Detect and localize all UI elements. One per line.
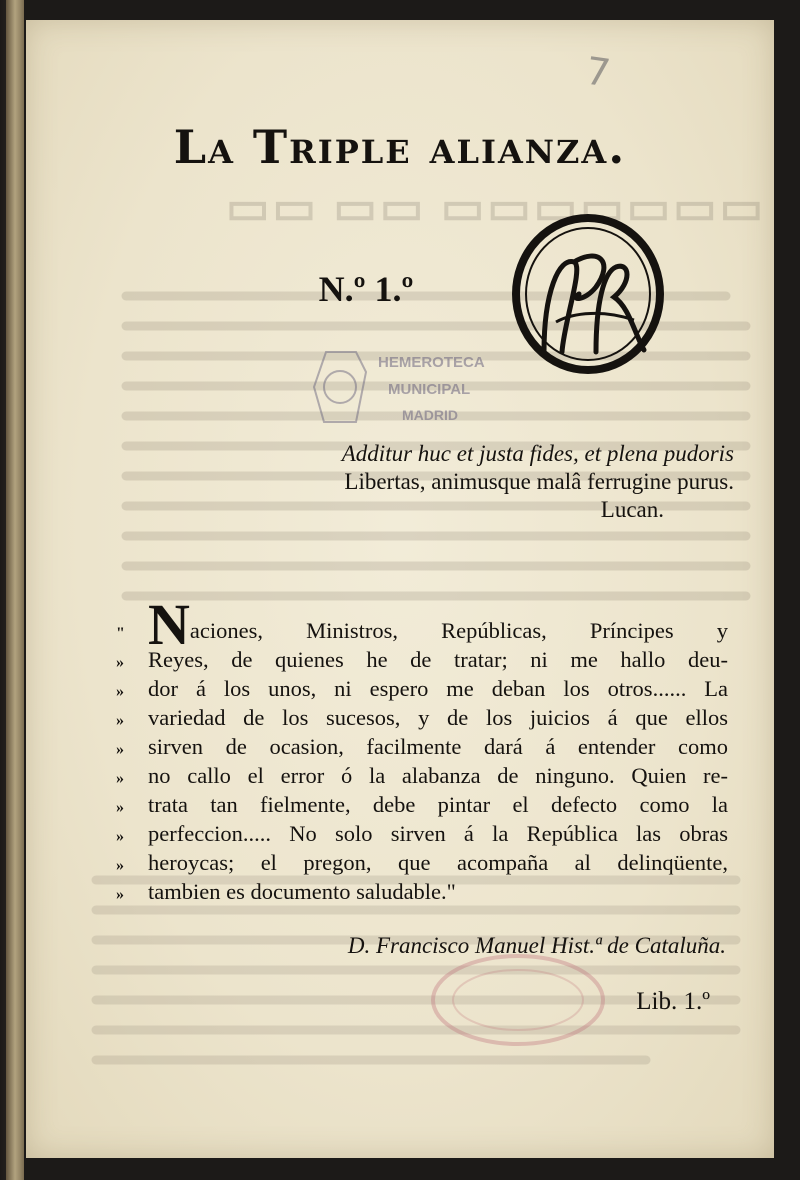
quote-line: » variedad de los sucesos, y de los juicios á que ellos xyxy=(116,705,728,730)
issue-number: N.º 1.º xyxy=(318,269,414,309)
quote-line-text: no callo el error ó la alabanza de ninguno. Quien re- xyxy=(148,763,728,788)
library-stamp xyxy=(296,342,556,432)
quote-line: » heroycas; el pregon, que acompaña al delinqüente, xyxy=(116,850,728,875)
stamp-line-3: MADRID xyxy=(402,407,458,423)
book-reference: Lib. 1.º xyxy=(636,988,710,1015)
quote-line-text: perfeccion..... No solo sirven á la República las obras xyxy=(148,821,728,846)
quote-line: » sirven de ocasion, facilmente dará á entender como xyxy=(116,734,728,759)
quote-line: » trata tan fielmente, debe pintar el defecto como la xyxy=(116,792,728,817)
quote-line-text: aciones, Ministros, Repúblicas, Príncipes y xyxy=(189,618,728,643)
quote-line-text: variedad de los sucesos, y de los juicios á que ellos xyxy=(148,705,728,730)
quote-line-text: heroycas; el pregon, que acompaña al delinqüente, xyxy=(148,850,728,875)
stamp-line-2: MUNICIPAL xyxy=(388,381,471,398)
epigraph-author: Lucan. xyxy=(600,497,664,522)
quote-line: » Reyes, de quienes he de tratar; ni me hallo deu- xyxy=(116,647,728,672)
epigraph-line-1: Additur huc et justa fides, et plena pudoris xyxy=(341,441,734,466)
quote-line-text: Reyes, de quienes he de tratar; ni me hallo deu- xyxy=(148,647,728,672)
quote-line xyxy=(116,592,728,657)
binding-edge xyxy=(6,0,24,1180)
quote-line: » dor á los unos, ni espero me deban los otros...... La xyxy=(116,676,728,701)
epigraph-line-2: Libertas, animusque malâ ferrugine purus. xyxy=(344,469,734,494)
document-page xyxy=(26,20,774,1158)
quote-line-text: tambien es documento saludable." xyxy=(148,879,456,904)
stamp-line-1: HEMEROTECA xyxy=(378,354,485,371)
attribution: D. Francisco Manuel Hist.ª de Cataluña. xyxy=(347,933,726,958)
quote-line: » tambien es documento saludable." xyxy=(116,879,728,908)
quote-open-mark: " xyxy=(116,625,125,642)
quote-line: » perfeccion..... No solo sirven á la República las obras xyxy=(116,821,728,846)
pencil-mark: 7 xyxy=(583,48,614,96)
quote-line: » no callo el error ó la alabanza de ninguno. Quien re- xyxy=(116,763,728,788)
quote-line-text: sirven de ocasion, facilmente dará á entender como xyxy=(148,734,728,759)
quote-line-text: dor á los unos, ni espero me deban los otros...... La xyxy=(148,676,728,701)
drop-cap: N xyxy=(148,592,190,657)
quote-line-text: trata tan fielmente, debe pintar el defecto como la xyxy=(148,792,728,817)
faded-red-stamp xyxy=(426,950,611,1050)
show-through-heading: ▭▭ ▭▭ ▭▭▭▭▭▭▭ xyxy=(226,182,767,233)
quotation-block xyxy=(116,592,728,908)
page-title: La Triple alianza. xyxy=(173,120,627,174)
epigraph xyxy=(342,440,734,524)
